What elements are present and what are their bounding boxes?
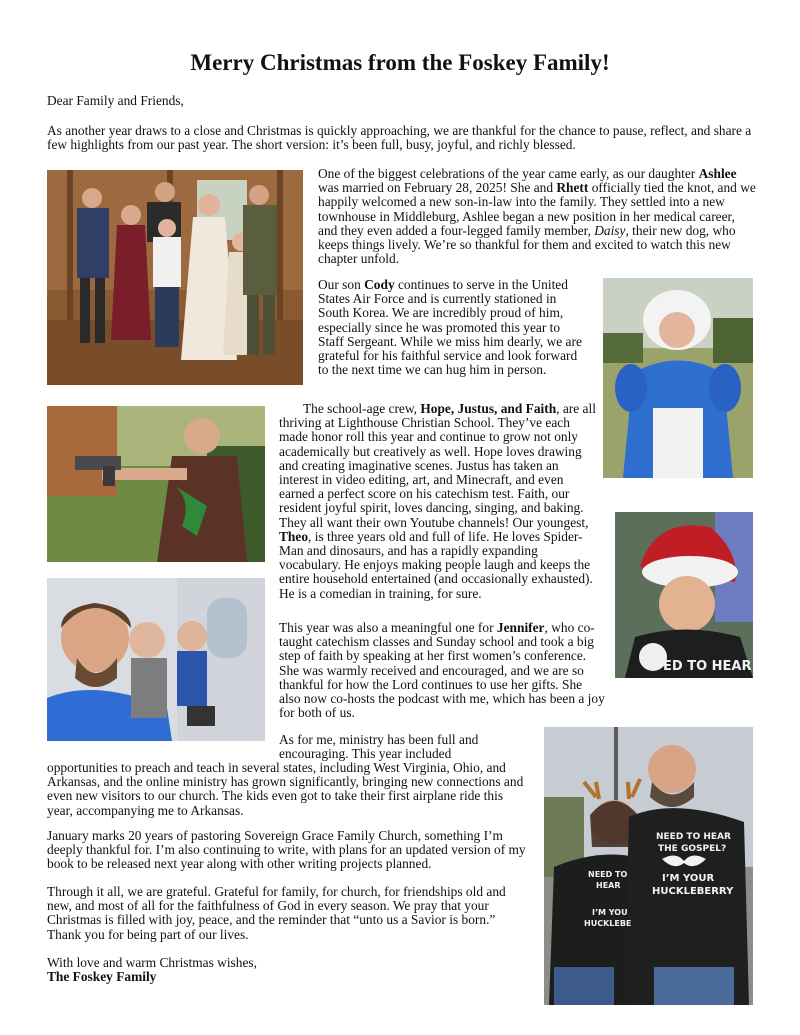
airplane-selfie-photo — [47, 578, 265, 741]
man-shirt-line-2: THE GOSPEL? — [658, 844, 727, 854]
man-shirt-line-3: I’M YOUR — [662, 873, 715, 884]
daisy-name: Daisy — [594, 222, 626, 238]
couple-photo — [544, 727, 753, 1005]
closing-line: With love and warm Christmas wishes, — [47, 955, 257, 970]
ministry-paragraph-start: As for me, ministry has been full and encouraging. This year included — [279, 732, 479, 762]
intro-paragraph: As another year draws to a close and Christmas is quickly approaching, we are thankful for the chance to pause, reflect, and share a few highlights from our past year. The short version: it’s been full, busy, joyful, and richly blessed. — [47, 123, 752, 153]
bonnet-girl-photo — [603, 278, 753, 478]
kids-paragraph: The school-age crew, Hope, Justus, and Faith, are all thriving at Lighthouse Christian School. They’ve each made honor roll this year and continue to grow not only academically but creatively as well. Hope loves drawing and creating imaginative scenes. Justus has taken an interest in video editing, art, and Minecraft, and even earned a perfect score on his catechism test. Faith, our resident joyful spirit, loves dancing, singing, and baking. They all want their own Youtube channels! Our youngest, Theo, is three years old and full of life. He loves Spider-Man and dinosaurs, and has a rapidly expanding vocabulary. He enjoys making people laugh and keeps the entire household entertained (and occasionally exhausted). He is a comedian in training, for sure. — [279, 401, 596, 601]
greeting: Dear Family and Friends, — [47, 93, 184, 108]
pastoring-paragraph: January marks 20 years of pastoring Sovereign Grace Family Church, something I’m deeply thankful for. I’m also continuing to write, with plans for an updated version of my book to be released next year along with other writing projects planned. — [47, 828, 526, 872]
letter-title: Merry Christmas from the Foskey Family! — [190, 50, 610, 75]
woman-shirt-line-4: HUCKLEBE — [584, 919, 632, 928]
man-shirt-line-4: HUCKLEBERRY — [652, 886, 734, 897]
wedding-photo — [47, 170, 303, 385]
ashlee-name: Ashlee — [698, 166, 737, 181]
kids-names: Hope, Justus, and Faith — [420, 401, 557, 416]
boy-shirt-text: ED TO HEAR — [663, 659, 752, 674]
santa-hat-boy-photo — [615, 512, 753, 678]
cody-name: Cody — [364, 277, 395, 292]
wedding-paragraph: One of the biggest celebrations of the year came early, as our daughter Ashlee was married on February 28, 2025! She and Rhett officially tied the knot, and we happily welcomed a new son-in-law into the family. They settled into a new townhouse in Middleburg, Ashlee began a new position in her medical career, and they even added a four-legged family member, Daisy, their new dog, who keeps things lively. We’re so thankful for them and excited to watch this new chapter unfold. — [318, 166, 756, 267]
cody-paragraph: Our son Cody continues to serve in the United States Air Force and is currently stationed in South Korea. We are incredibly proud of him, especially since he was promoted this year to Staff Sergeant. While we miss him dearly, we are grateful for his faithful service and look forward to the next time we can hug him in person. — [318, 277, 582, 378]
boy-aiming-photo — [47, 406, 265, 562]
woman-shirt-line-3: I’M YOU — [592, 908, 628, 917]
woman-shirt-line-2: HEAR — [596, 881, 621, 890]
jennifer-paragraph: This year was also a meaningful one for Jennifer, who co-taught catechism classes and Sunday school and took a big step of faith by speaking at her first women’s conference. She was warmly received and encouraged, and we are so thankful for how the Lord continues to use her gifts. She also now co-hosts the podcast with me, which has been a joy for both of us. — [279, 620, 605, 721]
jennifer-name: Jennifer — [496, 620, 545, 635]
theo-name: Theo — [279, 528, 309, 544]
woman-shirt-line-1: NEED TO — [588, 870, 628, 879]
man-shirt-line-1: NEED TO HEAR — [656, 832, 731, 842]
signature: The Foskey Family — [47, 969, 157, 984]
grateful-paragraph: Through it all, we are grateful. Grateful for family, for church, for friendships old and new, and most of all for the faithfulness of God in every season. We pray that your Christmas is filled with joy, peace, and the reminder that “unto us a Savior is born.” Thank you for being part of our lives. — [47, 884, 506, 942]
rhett-name: Rhett — [556, 180, 589, 196]
ministry-paragraph-cont: opportunities to preach and teach in several states, including West Virginia, Ohio, and Arkansas, and the online ministry has grown significantly, bringing new connections and even new visitors to our church. The kids even got to take their first airplane ride this year, accompanying me to Arkansas. — [47, 760, 524, 818]
